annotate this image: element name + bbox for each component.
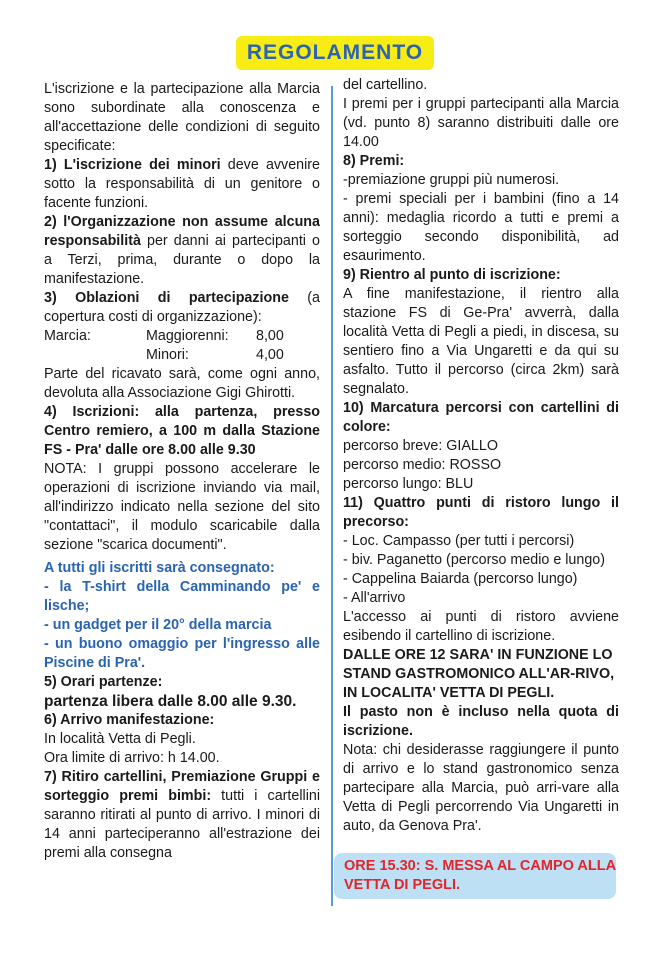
rule-10-yellow: percorso breve: GIALLO: [343, 438, 498, 454]
rule-5-heading: 5) Orari partenze:: [44, 674, 163, 690]
rule-11-heading: 11) Quattro punti di ristoro lungo il precorso:: [343, 495, 619, 530]
rule-2-text: per danni ai partecipanti o a Terzi, prima, durante o dopo la manifestazione.: [44, 233, 320, 287]
messa-text: ORE 15.30: S. MESSA AL CAMPO ALLA VETTA DI PEGLI.: [344, 858, 616, 893]
rule-4: 4) Iscrizioni: alla partenza, presso Centro remiero, a 100 m dalla Stazione FS - Pra' dalle ore 8.00 alle 9.30: [44, 404, 320, 458]
rule-11-item-3: - Cappelina Baiarda (percorso lungo): [343, 571, 578, 587]
rule-7-continued-2: I premi per i gruppi partecipanti alla Marcia (vd. punto 8) saranno distribuiti dalle ore 14.00: [343, 96, 619, 150]
rule-3: [44, 289, 320, 327]
rule-3-text: (a copertura costi di organizzazione):: [44, 290, 321, 325]
page-title: REGOLAMENTO: [246, 41, 424, 64]
rule-11-item-1: - Loc. Campasso (per tutti i percorsi): [343, 533, 575, 549]
rule-8-text-2: - premi speciali per i bambini (fino a 14 anni): medaglia ricordo a tutti e premi a sorteggio secondo disponibilità, ad esaurimento.: [343, 191, 619, 264]
rule-3-after: Parte del ricavato sarà, come ogni anno, devoluta alla Associazione Gigi Ghirotti.: [44, 366, 320, 401]
rule-6-text-1: In località Vetta di Pegli.: [44, 731, 196, 747]
consegnato-item-3: - un buono omaggio per l'ingresso alle Piscine di Pra'.: [44, 636, 320, 671]
rule-2-heading: 2) l'Organizzazione non assume alcuna responsabilità: [44, 214, 320, 249]
rule-7-continued: del cartellino.: [343, 77, 428, 93]
pasto-note: Il pasto non è incluso nella quota di iscrizione.: [343, 704, 619, 739]
nota-right: Nota: chi desiderasse raggiungere il punto di arrivo e lo stand gastronomico senza partecipare alla Marcia, può arri-vare alla Vetta di Pegli percorrendo Via Ungaretti in auto, da Genova Pra'.: [343, 742, 619, 834]
column-divider: [331, 86, 333, 906]
right-column: [343, 76, 619, 836]
title-banner: [236, 36, 434, 70]
rule-8-heading: 8) Premi:: [343, 153, 405, 169]
rule-7-text: tutti i cartellini saranno ritirati al punto di arrivo. I minori di 14 anni parteciperanno all'estrazione dei premi alla consegna: [44, 788, 320, 861]
rule-10-blue: percorso lungo: BLU: [343, 476, 474, 492]
rule-3-heading: 3) Oblazioni di partecipazione: [44, 290, 289, 306]
fee-minors-value: 4,00: [256, 347, 284, 363]
rule-9-heading: 9) Rientro al punto di iscrizione:: [343, 267, 561, 283]
rule-1: [44, 156, 320, 213]
rule-5-text: partenza libera dalle 8.00 alle 9.30.: [44, 693, 297, 710]
stand-announcement: DALLE ORE 12 SARA' IN FUNZIONE LO STAND GASTROMONICO ALL'AR-RIVO, IN LOCALITA' VETTA DI PEGLI.: [343, 647, 615, 701]
rule-11-item-2: - biv. Paganetto (percorso medio e lungo): [343, 552, 605, 568]
messa-banner: [334, 853, 616, 899]
rule-7: [44, 768, 320, 863]
rule-6-text-2: Ora limite di arrivo: h 14.00.: [44, 750, 220, 766]
rule-6-heading: 6) Arrivo manifestazione:: [44, 712, 215, 728]
rule-11-item-4: - All'arrivo: [343, 590, 406, 606]
rule-1-text: deve avvenire sotto la responsabilità di un genitore o facente funzioni.: [44, 157, 320, 211]
consegnato-heading: A tutti gli iscritti sarà consegnato:: [44, 560, 275, 576]
fee-row-minors: [44, 346, 320, 365]
consegnato-item-1: - la T-shirt della Camminando pe' e lische;: [44, 579, 320, 614]
fee-row-adults: [44, 327, 320, 346]
consegnato-item-2: - un gadget per il 20° della marcia: [44, 617, 272, 633]
rule-10-heading: 10) Marcatura percorsi con cartellini di colore:: [343, 400, 619, 435]
fee-adults-value: 8,00: [256, 328, 284, 344]
nota-left: NOTA: I gruppi possono accelerare le operazioni di iscrizione inviando via mail, all'indirizzo indicato nella sezione del sito "contattaci", il modulo scaricabile dalla sezione "scarica documenti".: [44, 461, 320, 553]
fee-label: Marcia:: [44, 328, 91, 344]
rule-1-heading: 1) L'iscrizione dei minori: [44, 157, 221, 173]
rule-2: [44, 213, 320, 289]
rule-11-text: L'accesso ai punti di ristoro avviene esibendo il cartellino di iscrizione.: [343, 609, 619, 644]
rule-10-red: percorso medio: ROSSO: [343, 457, 502, 473]
fee-minors-label: Minori:: [146, 347, 189, 363]
rule-9-text: A fine manifestazione, il rientro alla stazione FS di Ge-Pra' avverrà, dalla località Vetta di Pegli a piedi, in discesa, su sentiero fino a Via Ungaretti e da qui su asfalto. Tutto il percorso (circa 2km) sarà segnalato.: [343, 286, 619, 397]
intro-text: L'iscrizione e la partecipazione alla Marcia sono subordinate alla conoscenza e all'accettazione delle condizioni di seguito specificate:: [44, 81, 320, 154]
rule-8-text-1: -premiazione gruppi più numerosi.: [343, 172, 560, 188]
rule-7-heading: 7) Ritiro cartellini, Premiazione Gruppi e sorteggio premi bimbi:: [44, 769, 320, 804]
left-column: [44, 80, 320, 863]
fee-adults-label: Maggiorenni:: [146, 328, 229, 344]
